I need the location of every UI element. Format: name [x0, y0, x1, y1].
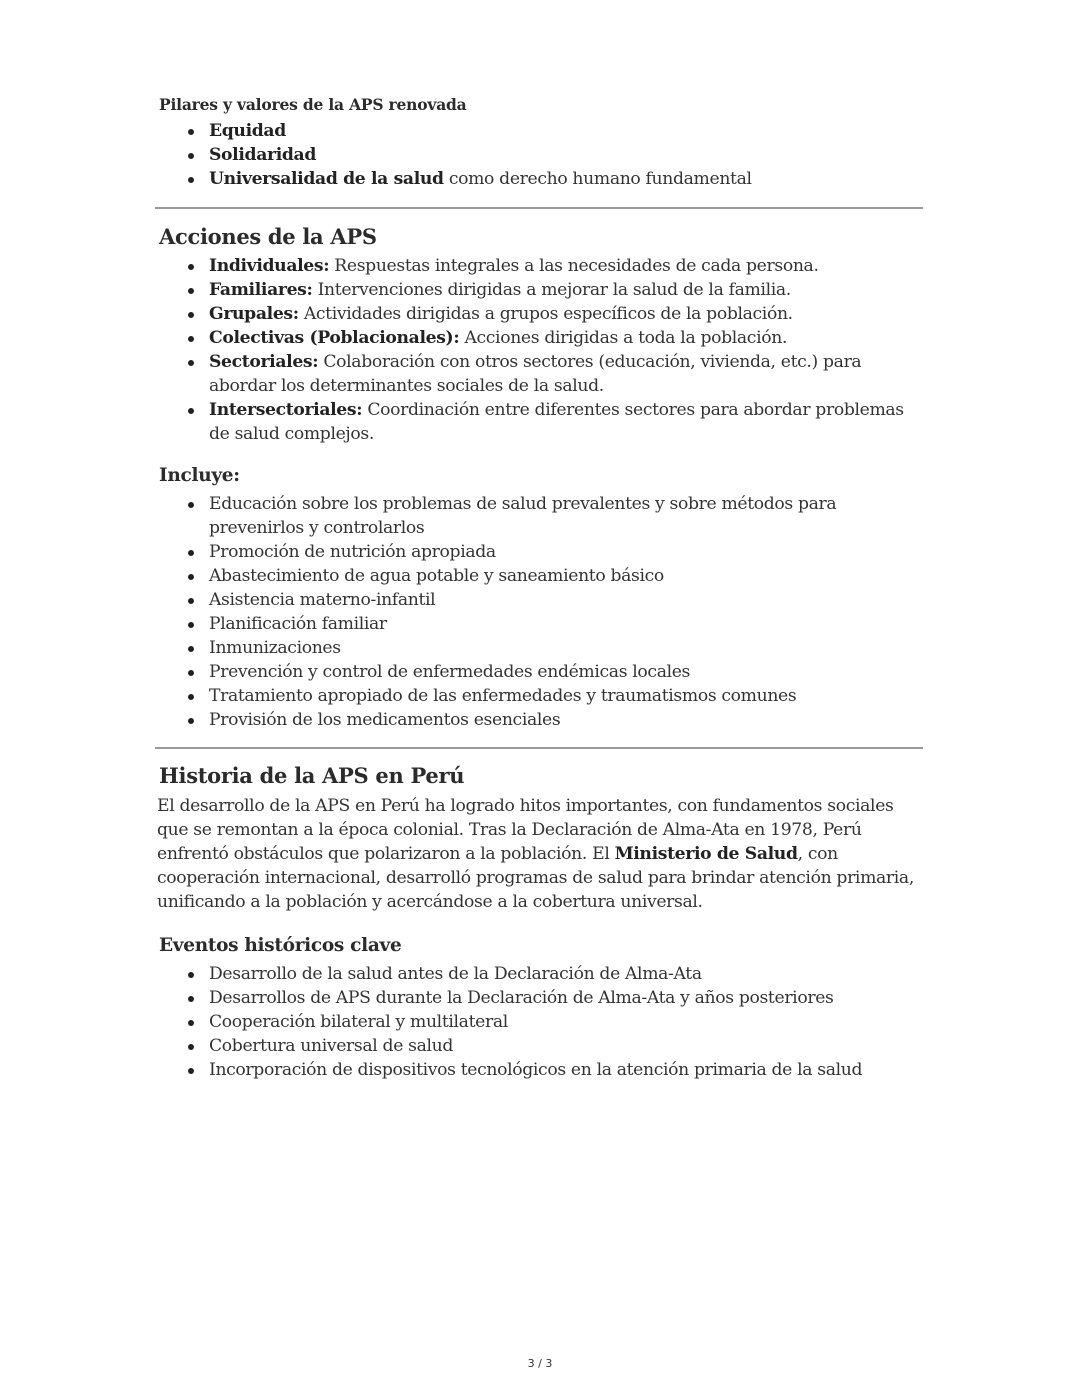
pillars-heading: Pilares y valores de la APS renovada [159, 95, 467, 114]
para-bold: Ministerio de Salud [614, 844, 798, 864]
item-text: Colaboración con otros sectores (educación, vivienda, etc.) para abordar los determinantes sociales de la salud. [209, 352, 862, 396]
incluye-heading: Incluye: [159, 465, 240, 486]
item-text: como derecho humano fundamental [443, 169, 752, 189]
list-item [157, 167, 923, 191]
list-item: Prevención y control de enfermedades endémicas locales [157, 660, 923, 684]
list-item: Desarrollo de la salud antes de la Declaración de Alma-Ata [157, 962, 923, 986]
item-bold: Intersectoriales: [209, 400, 363, 420]
list-item: Inmunizaciones [157, 636, 923, 660]
list-item: Asistencia materno-infantil [157, 588, 923, 612]
list-item [157, 398, 923, 446]
acciones-list [157, 254, 923, 446]
eventos-list [157, 962, 923, 1082]
pillars-list [157, 119, 923, 191]
list-item: Tratamiento apropiado de las enfermedades y traumatismos comunes [157, 684, 923, 708]
eventos-heading: Eventos históricos clave [159, 935, 402, 956]
item-bold: Colectivas (Poblacionales): [209, 328, 460, 348]
item-bold: Equidad [209, 121, 286, 141]
page-indicator: 3 / 3 [527, 1357, 553, 1370]
incluye-list [157, 492, 923, 732]
item-text: Respuestas integrales a las necesidades de cada persona. [329, 256, 819, 276]
item-text: Actividades dirigidas a grupos específicos de la población. [298, 304, 793, 324]
item-text: Intervenciones dirigidas a mejorar la salud de la familia. [312, 280, 791, 300]
historia-heading: Historia de la APS en Perú [159, 763, 465, 788]
item-bold: Sectoriales: [209, 352, 319, 372]
list-item: Cooperación bilateral y multilateral [157, 1010, 923, 1034]
item-bold: Universalidad de la salud [209, 169, 444, 189]
list-item: Abastecimiento de agua potable y saneamiento básico [157, 564, 923, 588]
historia-paragraph [157, 794, 925, 914]
section-divider [155, 747, 923, 749]
list-item [157, 326, 923, 350]
list-item [157, 350, 923, 398]
item-text: Acciones dirigidas a toda la población. [459, 328, 788, 348]
list-item [157, 302, 923, 326]
list-item [157, 254, 923, 278]
para-text: , con cooperación internacional, desarrolló programas de salud para brindar atención primaria, unificando a la población y acercándose a la cobertura universal. [157, 844, 914, 912]
list-item: Desarrollos de APS durante la Declaración de Alma-Ata y años posteriores [157, 986, 923, 1010]
list-item: Provisión de los medicamentos esenciales [157, 708, 923, 732]
para-text: El desarrollo de la APS en Perú ha logrado hitos importantes, con fundamentos sociales que se remontan a la época colonial. Tras la Declaración de Alma-Ata en 1978, Perú enfrentó obstáculos que polarizaron a la población. El [157, 796, 894, 864]
item-bold: Grupales: [209, 304, 299, 324]
list-item: Planificación familiar [157, 612, 923, 636]
list-item [157, 143, 923, 167]
list-item: Promoción de nutrición apropiada [157, 540, 923, 564]
section-divider [155, 207, 923, 209]
item-bold: Solidaridad [209, 145, 316, 165]
list-item: Educación sobre los problemas de salud prevalentes y sobre métodos para prevenirlos y controlarlos [157, 492, 923, 540]
list-item: Incorporación de dispositivos tecnológicos en la atención primaria de la salud [157, 1058, 923, 1082]
list-item [157, 119, 923, 143]
list-item [157, 278, 923, 302]
acciones-heading: Acciones de la APS [159, 224, 377, 249]
item-bold: Individuales: [209, 256, 330, 276]
item-text: Coordinación entre diferentes sectores para abordar problemas de salud complejos. [209, 400, 904, 444]
item-bold: Familiares: [209, 280, 313, 300]
list-item: Cobertura universal de salud [157, 1034, 923, 1058]
